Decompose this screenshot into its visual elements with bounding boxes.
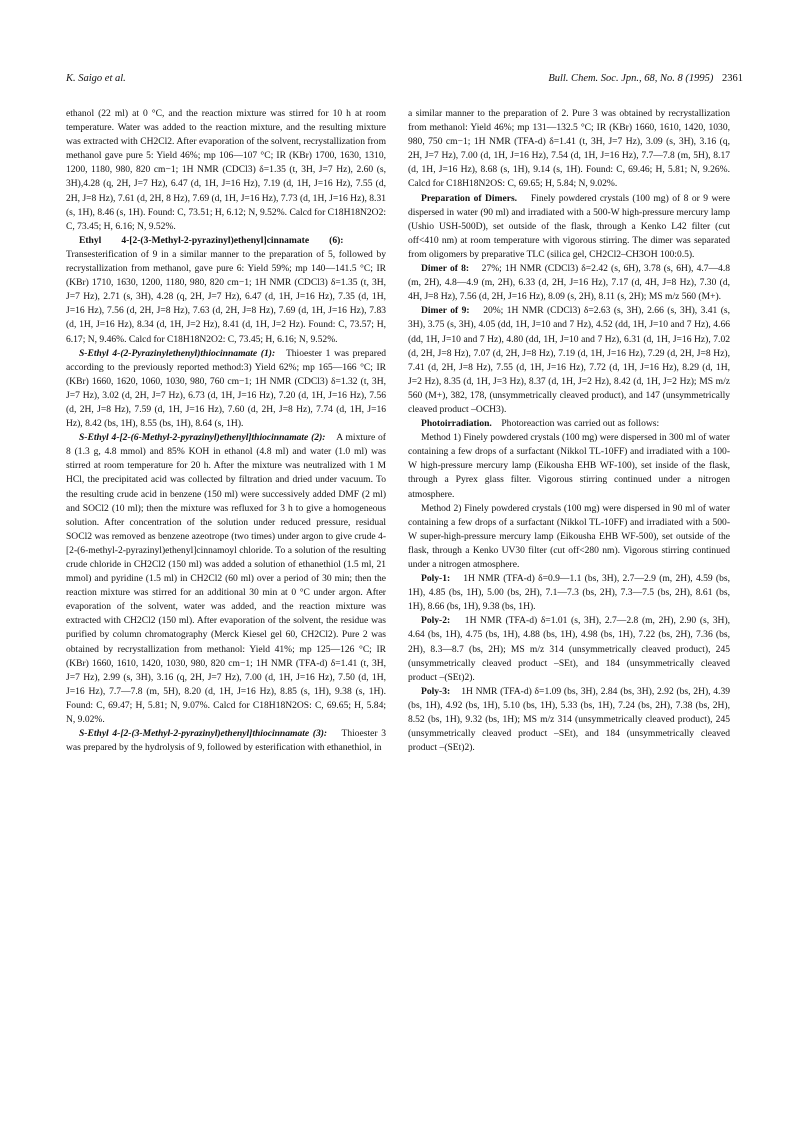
paragraph-p5 (66, 727, 386, 755)
paragraph-q1 (408, 107, 730, 192)
paragraph-text: ethanol (22 ml) at 0 °C, and the reaction mixture was stirred for 10 h at room temperature. Water was added to the reaction mixture, and the resulting mixture was extracted with CH2Cl2. After evaporation of the solvent, recrystallization from methanol gave pure 5: Yield 46%; mp 106—107 °C; IR (KBr) 1700, 1630, 1310, 1200, 1180, 980, 820 cm−1; 1H NMR (CDCl3) δ=1.35 (t, 3H, J=7 Hz), 2.60 (s, 3H),4.28 (q, 2H, J=7 Hz), 6.47 (d, 1H, J=16 Hz), 7.19 (d, 1H, J=16 Hz), 7.55 (d, 2H, J=8 Hz), 7.61 (d, 2H, 8 Hz), 7.69 (d, 1H, J=16 Hz), 7.73 (d, 1H, J=16 Hz), 8.31 (s, 1H), 8.46 (s, 1H). Found: C, 73.51; H, 6.12; N, 9.52%. Calcd for C18H18N2O2: C, 73.45; H, 6.16; N, 9.52%. (66, 108, 386, 232)
paragraph-heading: S-Ethyl 4-(2-Pyrazinylethenyl)thiocinnamate (1): (79, 347, 276, 359)
paragraph-text: 1H NMR (TFA-d) δ=0.9—1.1 (bs, 3H), 2.7—2.9 (m, 2H), 4.59 (bs, 1H), 4.85 (bs, 1H), 5.00 (bs, 2H), 7.1—7.3 (bs, 2H), 7.3—7.5 (bs, 2H), 8.61 (bs, 1H), 8.66 (bs, 1H), 9.38 (bs, 1H). (408, 573, 730, 613)
paragraph-heading: Photoirradiation. (421, 418, 492, 430)
paragraph-text: Thioester 1 was prepared according to the previously reported method:3) Yield 62%; mp 165—166 °C; IR (KBr) 1660, 1620, 1060, 1030, 980, 760 cm−1; 1H NMR (CDCl3) δ=1.32 (t, 3H, J=7 Hz), 3.02 (d, 2H, J=7 Hz), 6.73 (d, 1H, J=16 Hz), 7.20 (d, 1H, J=16 Hz), 7.56 (d, 2H, J=8 Hz), 7.59 (d, 1H, J=16 Hz), 7.60 (d, 2H, J=8 Hz), 7.74 (d, 1H, J=16 Hz), 8.42 (bs, 1H), 8.55 (bs, 1H), 8.64 (s, 1H). (66, 347, 386, 430)
running-header-journal (548, 73, 743, 84)
paragraph-text: Thioester 3 was prepared by the hydrolysis of 9, followed by esterification with ethanethiol, in (66, 728, 386, 754)
paragraph-q7 (408, 502, 730, 572)
paragraph-q8 (408, 572, 730, 614)
paragraph-text: 1H NMR (TFA-d) δ=1.01 (s, 3H), 2.7—2.8 (m, 2H), 2.90 (s, 3H), 4.64 (bs, 1H), 4.75 (bs, 1H), 4.88 (bs, 1H), 4.98 (bs, 1H), 7.22 (bs, 2H), 7.36 (bs, 2H), 8.3—8.7 (bs, 2H); MS m/z 314 (unsymmetrically cleaved product), 245 (unsymmetrically cleaved product –SEt), and 184 (unsymmetrically cleaved product –(SEt)2). (408, 615, 731, 683)
paragraph-heading: S-Ethyl 4-[2-(6-Methyl-2-pyrazinyl)ethenyl]thiocinnamate (2): (79, 432, 326, 444)
paragraph-heading: Preparation of Dimers. (421, 192, 518, 204)
paragraph-text: Photoreaction was carried out as follows: (501, 418, 660, 430)
running-header-author: K. Saigo et al. (66, 73, 126, 84)
paragraph-text: 27%; 1H NMR (CDCl3) δ=2.42 (s, 6H), 3.78 (s, 6H), 4.7—4.8 (m, 2H), 4.8—4.9 (m, 2H), 6.33 (d, 2H, J=16 Hz), 7.17 (d, 4H, J=8 Hz), 7.30 (d, 4H, J=8 Hz), 7.56 (d, 2H, J=16 Hz), 8.09 (s, 2H), 8.11 (s, 2H); MS m/z 560 (M+). (408, 263, 730, 303)
paragraph-text: 20%; 1H NMR (CDCl3) δ=2.63 (s, 3H), 2.66 (s, 3H), 3.41 (s, 3H), 3.75 (s, 3H), 4.05 (dd, 1H, J=10 and 7 Hz), 4.52 (dd, 1H, J=10 and 7 Hz), 4.66 (dd, 1H, J=10 and 7 Hz), 4.80 (dd, 1H, J=10 and 7 Hz), 6.31 (d, 1H, J=16 Hz), 7.02 (d, 2H, J=8 Hz), 7.07 (d, 2H, J=8 Hz), 7.19 (d, 1H, J=16 Hz), 7.29 (d, 2H, J=8 Hz), 7.41 (d, 2H, J=8 Hz), 7.55 (d, 1H, J=16 Hz), 7.72 (d, 1H, J=16 Hz), 8.29 (d, 1H, J=2 Hz), 8.35 (d, 1H, J=3 Hz), 8.37 (d, 1H, J=2 Hz), 8.42 (d, 1H, J=2 Hz); MS m/z 560 (M+), 382, 178, (unsymmetrically cleaved product), and 147 (unsymmetrically cleaved product –OCH3). (408, 305, 731, 415)
paragraph-heading: Dimer of 9: (421, 305, 470, 317)
paragraph-q9 (408, 614, 730, 684)
paragraph-text: A mixture of 8 (1.3 g, 4.8 mmol) and 85% KOH in ethanol (4.8 ml) and water (1.0 ml) was stirred at room temperature for 20 h. After the mixture was neutralized with 1 M HCl, the precipitated acid was collected by filtration and dried under vacuum. To the resulting crude acid in benzene (150 ml) were successively added DMF (2 ml) and SOCl2 (10 ml); then the mixture was refluxed for 3 h to give a homogeneous solution. After concentration of the solution under reduced pressure, residual SOCl2 was removed as benzene azeotrope (two times) under argon to give crude 4-[2-(6-methyl-2-pyrazinyl)ethenyl]cinnamoyl chloride. To a solution of the resulting crude chloride in CH2Cl2 (150 ml) was added a solution of ethanethiol (1.5 ml, 21 mmol) and pyridine (1.5 ml) in CH2Cl2 (60 ml) over a period of 30 min; then the reaction mixture was stirred for an additional 30 min at 0 °C under argon. After evaporation of the solvent, water was added, and the reaction mixture was extracted with CH2Cl2 (150 ml). After evaporation of the solvent, the residue was purified by column chromatography (Merck Kiesel gel 60, CH2Cl2). Pure 2 was obtained by recrystallization from methanol: Yield 41%; mp 125—126 °C; IR (KBr) 1660, 1610, 1420, 1030, 980, 820 cm−1; 1H NMR (TFA-d) δ=1.41 (t, 3H, J=7 Hz), 2.99 (s, 3H), 3.16 (q, 2H, J=7 Hz), 7.00 (d, 1H, J=16 Hz), 7.50 (d, 1H, J=16 Hz), 7.7—7.8 (m, 5H), 8.20 (d, 1H, J=16 Hz), 8.85 (s, 1H), 9.38 (s, 1H). Found: C, 69.47; H, 5.81; N, 9.07%. Calcd for C18H18N2OS: C, 69.65; H, 5.84; N, 9.02%. (66, 432, 386, 726)
paragraph-text: a similar manner to the preparation of 2. Pure 3 was obtained by recrystallization from methanol: Yield 46%; mp 131—132.5 °C; IR (KBr) 1660, 1610, 1420, 1030, 980, 750 cm−1; 1H NMR (TFA-d) δ=1.41 (t, 3H, J=7 Hz), 3.09 (s, 3H), 3.16 (q, 2H, J=7 Hz), 7.00 (d, 1H, J=16 Hz), 7.54 (d, 1H, J=16 Hz), 7.7—7.8 (m, 5H), 8.17 (d, 1H, J=16 Hz), 8.68 (s, 1H), 9.14 (s, 1H). Found: C, 69.46; H, 5.81; N, 9.26%. Calcd for C18H18N2OS: C, 69.65; H, 5.84; N, 9.02%. (408, 108, 730, 190)
paragraph-p1 (66, 107, 386, 234)
paragraph-text: Transesterification of 9 in a similar manner to the preparation of 5, followed by recrystallization from methanol, gave pure 6: Yield 59%; mp 140—141.5 °C; IR (KBr) 1710, 1630, 1200, 1180, 980, 820 cm−1; 1H NMR (CDCl3) δ=1.35 (t, 3H, J=7 Hz), 2.71 (s, 3H), 4.28 (q, 2H, J=7 Hz), 6.47 (d, 1H, J=16 Hz), 7.35 (d, 1H, J=16 Hz), 7.56 (d, 2H, J=8 Hz), 7.63 (d, 2H, J=8 Hz), 7.69 (d, 1H, J=16 Hz), 7.83 (d, 1H, J=16 Hz), 8.34 (d, 1H, J=2 Hz), 8.41 (d, 1H, J=2 Hz). Found: C, 73.57; H, 6.17; N, 9.46%. Calcd for C18H18N2O2: C, 73.45; H, 6.16; N, 9.52%. (66, 248, 386, 345)
paragraph-p3 (66, 347, 386, 432)
paragraph-p4 (66, 431, 386, 727)
paragraph-q3 (408, 262, 730, 304)
paragraph-heading: Poly-3: (421, 685, 451, 697)
paragraph-heading: Poly-2: (421, 615, 451, 627)
paragraph-q2 (408, 192, 730, 262)
paragraph-heading: Dimer of 8: (421, 263, 470, 275)
paragraph-heading: Poly-1: (421, 573, 451, 585)
paragraph-heading: S-Ethyl 4-[2-(3-Methyl-2-pyrazinyl)ethenyl]thiocinnamate (3): (79, 728, 328, 740)
journal-citation: Bull. Chem. Soc. Jpn., 68, No. 8 (1995) (548, 73, 714, 84)
page-number: 2361 (722, 73, 743, 84)
left-column (66, 107, 386, 755)
paragraph-q6 (408, 431, 730, 501)
paragraph-text: Finely powdered crystals (100 mg) of 8 or 9 were dispersed in water (90 ml) and irradiated with a 500-W high-pressure mercury lamp (Ushio USH-500D), set outside of the flask, through a Kenko L42 filter (cut off<410 nm) at room temperature with vigorous stirring. The dimer was separated from oligomers by preparative TLC (silica gel, CH2Cl2–CH3OH 100:0.5). (408, 192, 730, 260)
paragraph-text: Method 2) Finely powdered crystals (100 mg) were dispersed in 90 ml of water containing a few drops of a surfactant (Nikkol TL-10FF) and irradiated with a 500-W super-high-pressure mercury lamp (Eikousha EHB WF-500), set outside of the flask, through a Kenko UV30 filter (cut off<280 nm). Vigorous stirring continued under a nitrogen atmosphere. (408, 502, 730, 570)
paragraph-q4 (408, 304, 730, 417)
paragraph-text: 1H NMR (TFA-d) δ=1.09 (bs, 3H), 2.84 (bs, 3H), 2.92 (bs, 2H), 4.39 (bs, 1H), 4.92 (bs, 1H), 5.10 (bs, 1H), 5.33 (bs, 1H), 7.24 (bs, 2H), 7.38 (bs, 2H), 8.52 (bs, 1H), 9.32 (bs, 1H); MS m/z 314 (unsymmetrically cleaved product), 245 (unsymmetrically cleaved product –SEt), and 184 (unsymmetrically cleaved product –(SEt)2). (408, 685, 730, 754)
paragraph-text: Method 1) Finely powdered crystals (100 mg) were dispersed in 300 ml of water containing a few drops of a surfactant (Nikkol TL-10FF) and irradiated with a 100-W high-pressure mercury lamp (Eikousha EHB WF-100), set inside of the flask, through a Pyrex glass filter. Vigorous stirring continued under a nitrogen atmosphere. (408, 432, 730, 500)
paragraph-q5 (408, 417, 730, 431)
paragraph-q10 (408, 685, 730, 755)
right-column (408, 107, 730, 755)
paragraph-p2 (66, 234, 386, 347)
paragraph-heading: Ethyl 4-[2-(3-Methyl-2-pyrazinyl)ethenyl]cinnamate (6): (79, 234, 344, 246)
